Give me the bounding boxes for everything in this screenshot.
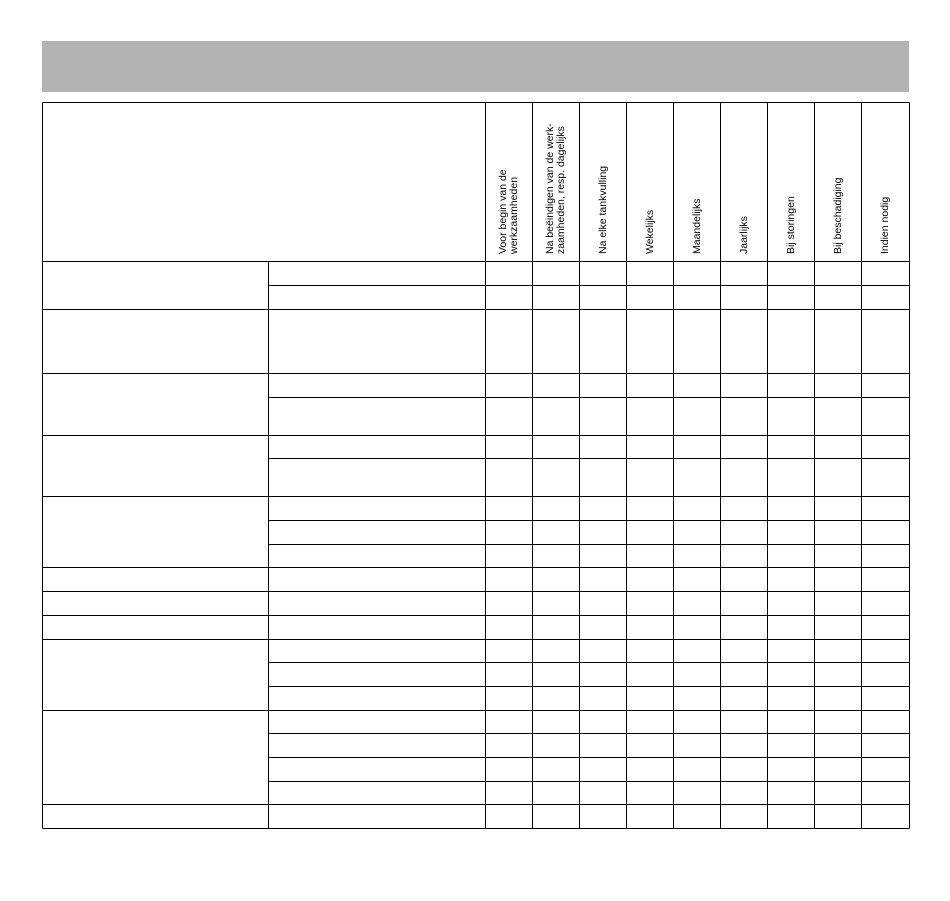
column-header-label: zaamheden, resp. dagelijks: [555, 125, 567, 254]
column-header-label: Maandelijks: [690, 198, 703, 254]
column-header-label: Bij storingen: [784, 195, 797, 254]
column-header-label: werkzaamheden: [508, 176, 520, 254]
column-header-label: Wekelijks: [643, 209, 656, 254]
column-header-label: Indien nodig: [879, 196, 891, 254]
column-header-label: Bij beschadiging: [831, 177, 844, 254]
column-header-label: Voor begin van de: [497, 168, 509, 254]
column-header-label: Na elke tankvulling: [596, 165, 609, 254]
column-header-label: Na beëindigen van de werk-: [544, 122, 556, 254]
column-header-label: Jaarlijks: [737, 215, 750, 254]
